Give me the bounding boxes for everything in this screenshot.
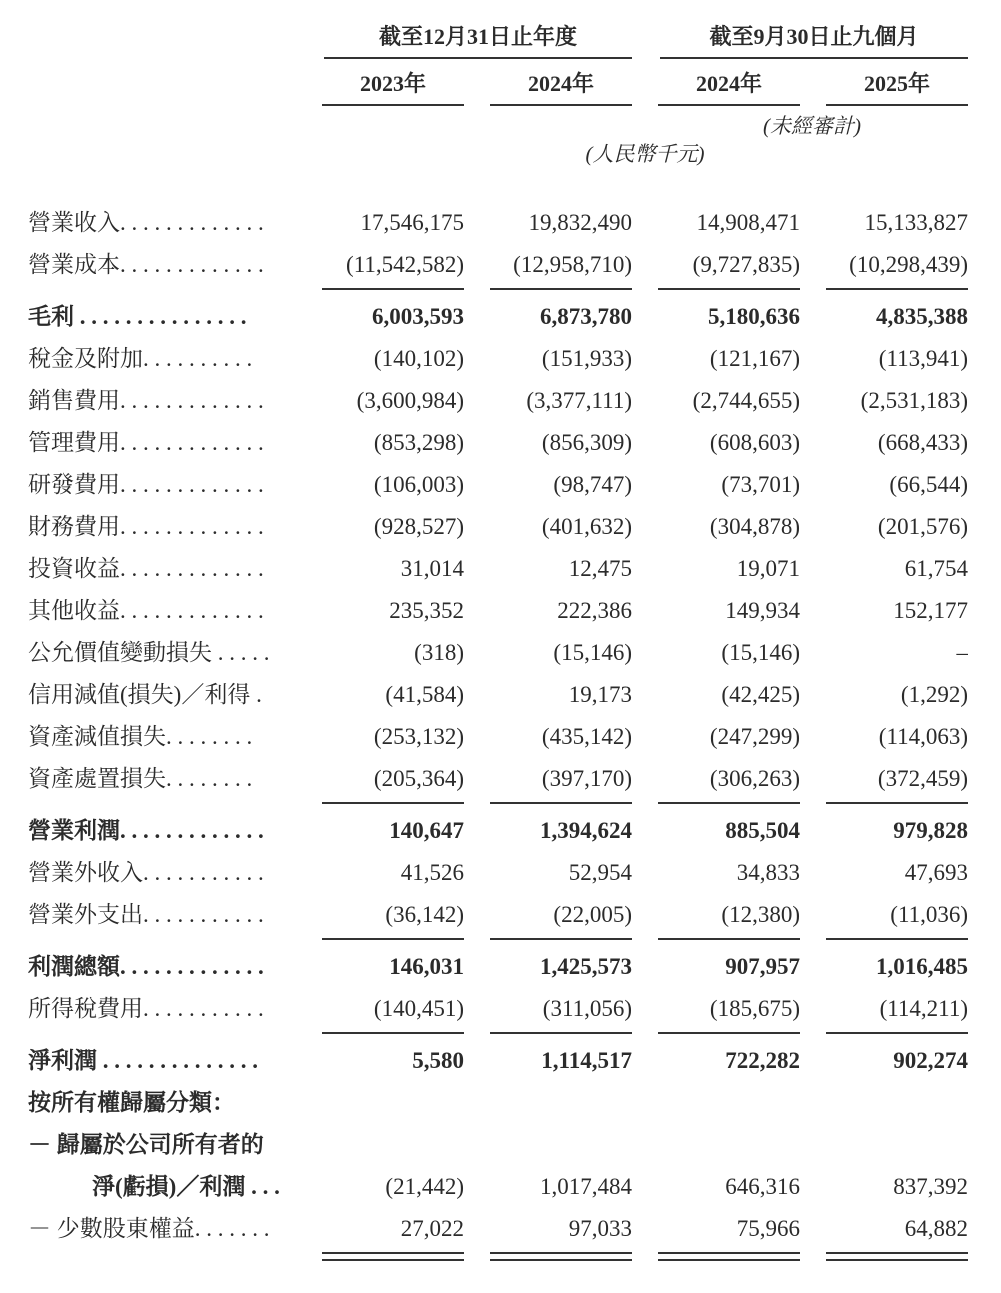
column-rule bbox=[658, 802, 800, 804]
value-9m2024: (608,603) bbox=[709, 430, 800, 455]
column-rule bbox=[490, 938, 632, 940]
value-9m2025: (66,544) bbox=[889, 472, 968, 497]
table-row bbox=[28, 894, 968, 936]
value-9m2024: (121,167) bbox=[709, 346, 800, 371]
value-fy2023: 6,003,593 bbox=[372, 304, 464, 329]
value-9m2025: 152,177 bbox=[893, 598, 968, 623]
table-row bbox=[28, 988, 968, 1030]
value-9m2025: 902,274 bbox=[893, 1048, 968, 1073]
empty-header-cell bbox=[28, 59, 296, 106]
row-label: 按所有權歸屬分類： bbox=[28, 1090, 235, 1115]
value-9m2024: 75,966 bbox=[736, 1216, 800, 1241]
value-9m2024: 149,934 bbox=[725, 598, 800, 623]
column-rule bbox=[322, 938, 464, 940]
row-label: 資產減值損失. . . . . . . . bbox=[28, 724, 253, 749]
currency-unit-row bbox=[28, 138, 968, 166]
value-9m2025: (114,211) bbox=[879, 996, 968, 1021]
row-label: 管理費用. . . . . . . . . . . . . bbox=[28, 430, 264, 455]
value-fy2023: 146,031 bbox=[389, 954, 464, 979]
column-group-nine-months: 截至9月30日止九個月 bbox=[660, 18, 968, 59]
currency-unit-note: (人民幣千元) bbox=[585, 142, 705, 166]
value-fy2023: 27,022 bbox=[400, 1216, 464, 1241]
table-row bbox=[28, 296, 968, 338]
value-fy2024: 1,114,517 bbox=[541, 1048, 632, 1073]
value-9m2025: (201,576) bbox=[877, 514, 968, 539]
value-9m2024 bbox=[632, 1124, 800, 1166]
value-9m2025: 47,693 bbox=[904, 860, 968, 885]
separator-rule-row bbox=[28, 936, 968, 946]
column-rule bbox=[322, 288, 464, 290]
table-row bbox=[28, 422, 968, 464]
column-rule bbox=[322, 802, 464, 804]
value-fy2023: (205,364) bbox=[373, 766, 464, 791]
value-fy2023: 41,526 bbox=[400, 860, 464, 885]
value-9m2025: (372,459) bbox=[877, 766, 968, 791]
value-fy2023 bbox=[296, 1124, 464, 1166]
row-label: 公允價值變動損失 . . . . . bbox=[28, 640, 270, 665]
value-fy2024: (15,146) bbox=[553, 640, 632, 665]
year-header-fy2024: 2024年 bbox=[490, 59, 632, 106]
table-row bbox=[28, 506, 968, 548]
table-row bbox=[28, 244, 968, 286]
value-fy2023: 31,014 bbox=[400, 556, 464, 581]
row-label: － 少數股東權益. . . . . . . bbox=[28, 1216, 270, 1241]
value-9m2025: 979,828 bbox=[893, 818, 968, 843]
value-9m2024: (185,675) bbox=[709, 996, 800, 1021]
row-label: 研發費用. . . . . . . . . . . . . bbox=[28, 472, 264, 497]
value-9m2024: 5,180,636 bbox=[708, 304, 800, 329]
row-label: 營業外支出. . . . . . . . . . . bbox=[28, 902, 264, 927]
value-fy2023: 5,580 bbox=[412, 1048, 464, 1073]
column-rule bbox=[322, 1252, 464, 1261]
column-rule bbox=[658, 288, 800, 290]
row-label: － 歸屬於公司所有者的 bbox=[28, 1132, 264, 1157]
column-rule bbox=[658, 1252, 800, 1261]
value-9m2025 bbox=[800, 1082, 968, 1124]
column-rule bbox=[826, 938, 968, 940]
column-rule bbox=[490, 802, 632, 804]
value-9m2025: 4,835,388 bbox=[876, 304, 968, 329]
column-rule bbox=[826, 802, 968, 804]
value-9m2024: (12,380) bbox=[721, 902, 800, 927]
table-row bbox=[28, 464, 968, 506]
value-9m2024: (304,878) bbox=[709, 514, 800, 539]
row-label: 投資收益. . . . . . . . . . . . . bbox=[28, 556, 264, 581]
value-fy2023: (21,442) bbox=[385, 1174, 464, 1199]
column-group-annual: 截至12月31日止年度 bbox=[324, 18, 632, 59]
value-9m2024: 646,316 bbox=[725, 1174, 800, 1199]
column-rule bbox=[826, 1032, 968, 1034]
value-fy2024: 1,394,624 bbox=[540, 818, 632, 843]
table-row bbox=[28, 548, 968, 590]
value-fy2023: (140,102) bbox=[373, 346, 464, 371]
row-label: 毛利 . . . . . . . . . . . . . . . bbox=[28, 304, 247, 329]
value-fy2024: (3,377,111) bbox=[526, 388, 632, 413]
value-fy2023: 17,546,175 bbox=[360, 210, 464, 235]
value-9m2025: – bbox=[956, 640, 968, 665]
value-fy2024: (435,142) bbox=[541, 724, 632, 749]
value-9m2024: (42,425) bbox=[721, 682, 800, 707]
table-row bbox=[28, 338, 968, 380]
value-fy2024 bbox=[464, 1124, 632, 1166]
financial-statement-page bbox=[0, 18, 1001, 1293]
column-rule bbox=[658, 938, 800, 940]
empty-header-cell bbox=[28, 18, 296, 59]
table-row bbox=[28, 1166, 968, 1208]
value-fy2023: 140,647 bbox=[389, 818, 464, 843]
value-9m2024: (2,744,655) bbox=[692, 388, 800, 413]
value-fy2024: 19,832,490 bbox=[528, 210, 632, 235]
value-fy2023: (3,600,984) bbox=[356, 388, 464, 413]
value-9m2025: (2,531,183) bbox=[860, 388, 968, 413]
row-label: 資產處置損失. . . . . . . . bbox=[28, 766, 253, 791]
table-row bbox=[28, 810, 968, 852]
value-fy2024: 52,954 bbox=[568, 860, 632, 885]
row-label: 其他收益. . . . . . . . . . . . . bbox=[28, 598, 264, 623]
unaudited-note: (未經審計) bbox=[763, 114, 861, 138]
table-row bbox=[28, 946, 968, 988]
value-9m2025: 837,392 bbox=[893, 1174, 968, 1199]
row-label: 營業收入. . . . . . . . . . . . . bbox=[28, 210, 264, 235]
value-9m2024: 885,504 bbox=[725, 818, 800, 843]
value-9m2025: (114,063) bbox=[878, 724, 968, 749]
value-fy2024: (22,005) bbox=[553, 902, 632, 927]
column-rule bbox=[826, 288, 968, 290]
table-row bbox=[28, 632, 968, 674]
value-9m2025: (1,292) bbox=[900, 682, 968, 707]
column-rule bbox=[322, 1032, 464, 1034]
column-group-header-row bbox=[28, 18, 968, 59]
separator-rule-row bbox=[28, 800, 968, 810]
separator-rule-row bbox=[28, 1030, 968, 1040]
value-fy2024: 6,873,780 bbox=[540, 304, 632, 329]
table-row bbox=[28, 674, 968, 716]
value-9m2024: 907,957 bbox=[725, 954, 800, 979]
value-fy2024: (311,056) bbox=[542, 996, 632, 1021]
value-9m2024: (73,701) bbox=[721, 472, 800, 497]
row-label: 營業外收入. . . . . . . . . . . bbox=[28, 860, 264, 885]
value-fy2024: 222,386 bbox=[557, 598, 632, 623]
value-fy2024: 97,033 bbox=[568, 1216, 632, 1241]
value-9m2025: 1,016,485 bbox=[876, 954, 968, 979]
value-9m2024: (15,146) bbox=[721, 640, 800, 665]
value-9m2024: 34,833 bbox=[736, 860, 800, 885]
value-fy2023: (41,584) bbox=[385, 682, 464, 707]
row-label: 淨利潤 . . . . . . . . . . . . . . bbox=[28, 1048, 258, 1073]
value-fy2023: 235,352 bbox=[389, 598, 464, 623]
column-rule bbox=[490, 288, 632, 290]
value-fy2023: (928,527) bbox=[373, 514, 464, 539]
year-header-fy2023: 2023年 bbox=[322, 59, 464, 106]
value-fy2024: (151,933) bbox=[541, 346, 632, 371]
value-fy2024: 19,173 bbox=[568, 682, 632, 707]
row-label: 信用減值(損失)／利得 . bbox=[28, 682, 262, 707]
column-rule bbox=[826, 1252, 968, 1261]
table-row bbox=[28, 1124, 968, 1166]
value-fy2024: (397,170) bbox=[541, 766, 632, 791]
table-row bbox=[28, 380, 968, 422]
value-fy2024: (856,309) bbox=[541, 430, 632, 455]
value-fy2023: (11,542,582) bbox=[346, 252, 464, 277]
value-9m2025: 61,754 bbox=[904, 556, 968, 581]
table-body bbox=[28, 202, 968, 1264]
value-fy2023: (318) bbox=[414, 640, 464, 665]
value-9m2025: (113,941) bbox=[878, 346, 968, 371]
year-header-row bbox=[28, 59, 968, 106]
column-rule bbox=[490, 1252, 632, 1261]
table-row bbox=[28, 852, 968, 894]
row-label: 營業成本. . . . . . . . . . . . . bbox=[28, 252, 264, 277]
row-label: 利潤總額. . . . . . . . . . . . . bbox=[28, 954, 264, 979]
table-row bbox=[28, 1208, 968, 1250]
value-fy2024: 12,475 bbox=[568, 556, 632, 581]
value-fy2023: (140,451) bbox=[373, 996, 464, 1021]
row-label: 財務費用. . . . . . . . . . . . . bbox=[28, 514, 264, 539]
row-label: 營業利潤. . . . . . . . . . . . . bbox=[28, 818, 264, 843]
value-fy2024: 1,017,484 bbox=[540, 1174, 632, 1199]
income-statement-table bbox=[28, 18, 968, 1264]
separator-rule-row bbox=[28, 1250, 968, 1264]
table-row bbox=[28, 590, 968, 632]
value-9m2025: (668,433) bbox=[877, 430, 968, 455]
value-9m2025: 64,882 bbox=[904, 1216, 968, 1241]
value-9m2024: (306,263) bbox=[709, 766, 800, 791]
value-fy2024 bbox=[464, 1082, 632, 1124]
row-label: 銷售費用. . . . . . . . . . . . . bbox=[28, 388, 264, 413]
table-row bbox=[28, 758, 968, 800]
row-label: 所得稅費用. . . . . . . . . . . bbox=[28, 996, 264, 1021]
value-fy2023 bbox=[296, 1082, 464, 1124]
table-row bbox=[28, 716, 968, 758]
row-label: 稅金及附加. . . . . . . . . . bbox=[28, 346, 253, 371]
value-fy2023: (253,132) bbox=[373, 724, 464, 749]
column-rule bbox=[658, 1032, 800, 1034]
separator-rule-row bbox=[28, 286, 968, 296]
value-9m2025: 15,133,827 bbox=[864, 210, 968, 235]
value-9m2024: 14,908,471 bbox=[696, 210, 800, 235]
value-9m2024: 722,282 bbox=[725, 1048, 800, 1073]
value-fy2024: (98,747) bbox=[553, 472, 632, 497]
year-header-9m2024: 2024年 bbox=[658, 59, 800, 106]
value-9m2024 bbox=[632, 1082, 800, 1124]
value-fy2024: (12,958,710) bbox=[513, 252, 632, 277]
value-9m2024: (9,727,835) bbox=[692, 252, 800, 277]
value-fy2023: (36,142) bbox=[385, 902, 464, 927]
value-9m2025: (11,036) bbox=[890, 902, 968, 927]
value-9m2024: 19,071 bbox=[736, 556, 800, 581]
value-fy2024: (401,632) bbox=[541, 514, 632, 539]
value-fy2023: (853,298) bbox=[373, 430, 464, 455]
value-9m2024: (247,299) bbox=[709, 724, 800, 749]
value-9m2025 bbox=[800, 1124, 968, 1166]
header-spacer bbox=[28, 166, 968, 202]
table-row bbox=[28, 1040, 968, 1082]
value-9m2025: (10,298,439) bbox=[849, 252, 968, 277]
value-fy2024: 1,425,573 bbox=[540, 954, 632, 979]
column-rule bbox=[490, 1032, 632, 1034]
value-fy2023: (106,003) bbox=[373, 472, 464, 497]
table-row bbox=[28, 202, 968, 244]
year-header-9m2025: 2025年 bbox=[826, 59, 968, 106]
unaudited-note-row bbox=[28, 106, 968, 138]
table-row bbox=[28, 1082, 968, 1124]
row-label: 淨(虧損)／利潤 . . . bbox=[92, 1174, 280, 1199]
